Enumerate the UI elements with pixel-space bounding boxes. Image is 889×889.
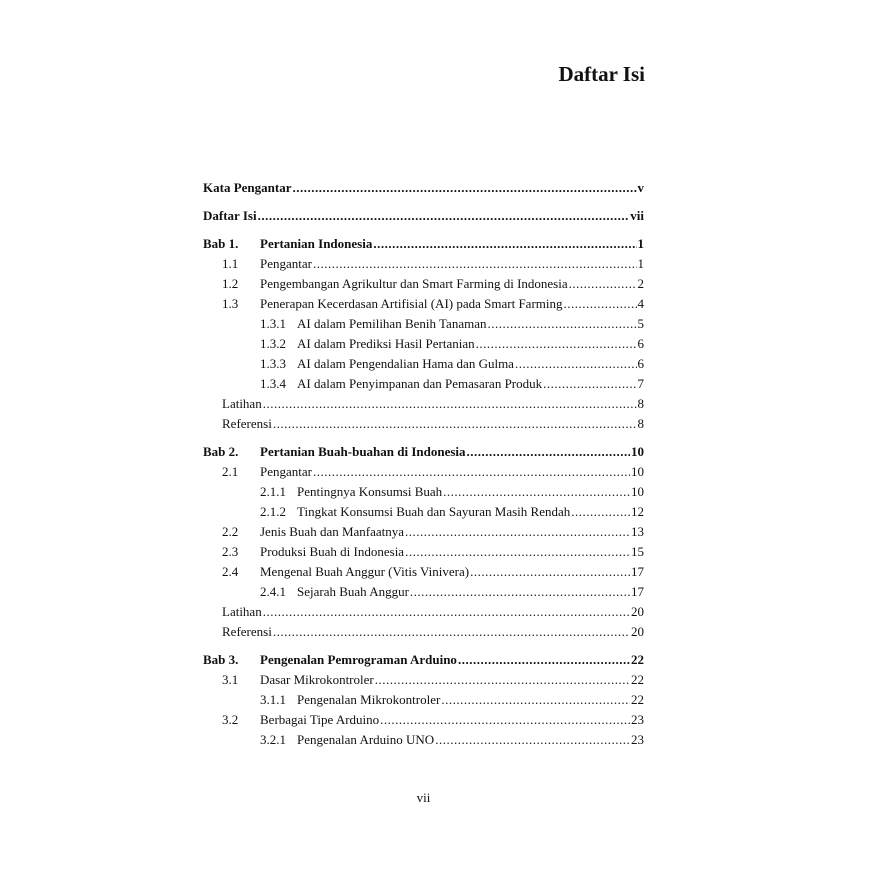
toc-dot-leader xyxy=(263,394,637,414)
toc-entry-page: 23 xyxy=(631,712,644,727)
toc-dot-leader xyxy=(564,294,637,314)
toc-entry-label: Dasar Mikrokontroler xyxy=(260,672,374,687)
toc-entry-section[interactable] xyxy=(203,462,644,482)
toc-gap xyxy=(203,198,644,206)
toc-entry-label: Referensi xyxy=(222,624,272,639)
toc-entry-number: 2.4 xyxy=(222,564,239,579)
toc-entry-page: 22 xyxy=(631,672,644,687)
toc-entry-label: AI dalam Pengendalian Hama dan Gulma xyxy=(297,356,514,371)
toc-entry-sub[interactable] xyxy=(203,314,644,334)
toc-entry-label: Daftar Isi xyxy=(203,208,257,223)
toc-entry-sub[interactable] xyxy=(203,354,644,374)
toc-dot-leader xyxy=(258,206,630,226)
toc-entry-page: 10 xyxy=(631,464,644,479)
toc-entry-label: Berbagai Tipe Arduino xyxy=(260,712,380,727)
toc-entry-label: Produksi Buah di Indonesia xyxy=(260,544,405,559)
toc-entry-number: Bab 1. xyxy=(203,236,239,251)
toc-entry-label: AI dalam Prediksi Hasil Pertanian xyxy=(297,336,475,351)
toc-entry-page: 4 xyxy=(637,296,644,311)
toc-dot-leader xyxy=(273,622,630,642)
toc-entry-page: 22 xyxy=(631,652,644,667)
toc-entry-misc[interactable] xyxy=(203,622,644,642)
toc-entry-page: 20 xyxy=(631,604,644,619)
toc-dot-leader xyxy=(470,562,630,582)
toc-entry-number: Bab 2. xyxy=(203,444,239,459)
toc-entry-page: 20 xyxy=(631,624,644,639)
toc-entry-page: 22 xyxy=(631,692,644,707)
toc-entry-page: 7 xyxy=(637,376,644,391)
toc-entry-label: Mengenal Buah Anggur (Vitis Vinivera) xyxy=(260,564,470,579)
toc-entry-number: 1.3.3 xyxy=(260,356,286,371)
toc-entry-page: 2 xyxy=(637,276,644,291)
toc-dot-leader xyxy=(476,334,637,354)
page-title: Daftar Isi xyxy=(558,62,645,86)
toc-entry-page: 1 xyxy=(637,236,644,251)
toc-entry-page: v xyxy=(637,180,644,195)
toc-dot-leader xyxy=(313,254,637,274)
toc-entry-number: 1.3 xyxy=(222,296,239,311)
toc-entry-page: vii xyxy=(630,208,644,223)
toc-entry-label: AI dalam Penyimpanan dan Pemasaran Produk xyxy=(297,376,543,391)
toc-entry-page: 23 xyxy=(631,732,644,747)
toc-entry-sub[interactable] xyxy=(203,334,644,354)
toc-entry-number: 3.1 xyxy=(222,672,239,687)
toc-gap xyxy=(203,434,644,442)
toc-entry-number: Bab 3. xyxy=(203,652,239,667)
toc-entry-label: Pertanian Indonesia xyxy=(260,236,373,251)
toc-gap xyxy=(203,226,644,234)
toc-entry-label: AI dalam Pemilihan Benih Tanaman xyxy=(297,316,487,331)
toc-entry-number: 2.3 xyxy=(222,544,239,559)
toc-entry-number: 1.3.4 xyxy=(260,376,286,391)
toc-dot-leader xyxy=(569,274,637,294)
toc-entry-number: 1.2 xyxy=(222,276,239,291)
toc-entry-number: 1.1 xyxy=(222,256,239,271)
toc-entry-sub[interactable] xyxy=(203,502,644,522)
toc-entry-chapter[interactable] xyxy=(203,442,644,462)
toc-dot-leader xyxy=(405,542,630,562)
toc-entry-number: 1.3.2 xyxy=(260,336,286,351)
toc-entry-number: 1.3.1 xyxy=(260,316,286,331)
toc-entry-sub[interactable] xyxy=(203,374,644,394)
toc-dot-leader xyxy=(543,374,636,394)
toc-entry-number: 2.1.2 xyxy=(260,504,286,519)
toc-entry-label: Latihan xyxy=(222,396,262,411)
toc-dot-leader xyxy=(515,354,637,374)
toc-entry-section[interactable] xyxy=(203,562,644,582)
toc-entry-page: 8 xyxy=(637,416,644,431)
toc-entry-top[interactable] xyxy=(203,178,644,198)
toc-entry-section[interactable] xyxy=(203,274,644,294)
toc-entry-sub[interactable] xyxy=(203,690,644,710)
toc-entry-sub[interactable] xyxy=(203,582,644,602)
toc-entry-label: Pentingnya Konsumsi Buah xyxy=(297,484,443,499)
table-of-contents xyxy=(203,178,644,750)
toc-entry-page: 1 xyxy=(637,256,644,271)
toc-entry-misc[interactable] xyxy=(203,602,644,622)
toc-entry-page: 17 xyxy=(631,564,644,579)
toc-entry-chapter[interactable] xyxy=(203,650,644,670)
toc-entry-label: Pengantar xyxy=(260,256,312,271)
toc-entry-sub[interactable] xyxy=(203,482,644,502)
toc-dot-leader xyxy=(380,710,630,730)
toc-entry-number: 3.2 xyxy=(222,712,239,727)
toc-entry-number: 2.4.1 xyxy=(260,584,286,599)
toc-entry-page: 5 xyxy=(637,316,644,331)
toc-entry-label: Pertanian Buah-buahan di Indonesia xyxy=(260,444,466,459)
toc-entry-sub[interactable] xyxy=(203,730,644,750)
toc-entry-label: Pengantar xyxy=(260,464,312,479)
toc-entry-section[interactable] xyxy=(203,710,644,730)
toc-entry-number: 2.1 xyxy=(222,464,239,479)
toc-entry-label: Kata Pengantar xyxy=(203,180,292,195)
toc-dot-leader xyxy=(487,314,636,334)
toc-entry-label: Jenis Buah dan Manfaatnya xyxy=(260,524,405,539)
page-number: vii xyxy=(416,790,431,805)
toc-dot-leader xyxy=(273,414,637,434)
toc-dot-leader xyxy=(458,650,630,670)
toc-entry-page: 12 xyxy=(631,504,644,519)
toc-entry-number: 3.1.1 xyxy=(260,692,286,707)
toc-dot-leader xyxy=(375,670,630,690)
toc-dot-leader xyxy=(410,582,630,602)
toc-entry-section[interactable] xyxy=(203,542,644,562)
toc-entry-section[interactable] xyxy=(203,254,644,274)
toc-dot-leader xyxy=(405,522,630,542)
toc-entry-label: Latihan xyxy=(222,604,262,619)
toc-dot-leader xyxy=(441,690,630,710)
toc-entry-label: Pengenalan Pemrograman Arduino xyxy=(260,652,457,667)
toc-entry-number: 2.1.1 xyxy=(260,484,286,499)
toc-entry-section[interactable] xyxy=(203,522,644,542)
toc-entry-number: 2.2 xyxy=(222,524,239,539)
toc-entry-page: 6 xyxy=(637,336,644,351)
toc-dot-leader xyxy=(373,234,636,254)
toc-entry-label: Pengenalan Mikrokontroler xyxy=(297,692,441,707)
toc-dot-leader xyxy=(443,482,630,502)
toc-dot-leader xyxy=(313,462,630,482)
toc-entry-page: 6 xyxy=(637,356,644,371)
toc-dot-leader xyxy=(435,730,630,750)
toc-entry-section[interactable] xyxy=(203,670,644,690)
toc-entry-page: 8 xyxy=(637,396,644,411)
toc-entry-label: Pengembangan Agrikultur dan Smart Farming di Indonesia xyxy=(260,276,568,291)
toc-dot-leader xyxy=(467,442,630,462)
toc-entry-page: 10 xyxy=(631,484,644,499)
toc-entry-top[interactable] xyxy=(203,206,644,226)
toc-dot-leader xyxy=(292,178,636,198)
toc-entry-chapter[interactable] xyxy=(203,234,644,254)
toc-entry-number: 3.2.1 xyxy=(260,732,286,747)
toc-entry-page: 17 xyxy=(631,584,644,599)
toc-entry-misc[interactable] xyxy=(203,414,644,434)
toc-entry-page: 10 xyxy=(631,444,644,459)
toc-entry-label: Tingkat Konsumsi Buah dan Sayuran Masih Rendah xyxy=(297,504,571,519)
toc-entry-misc[interactable] xyxy=(203,394,644,414)
toc-entry-section[interactable] xyxy=(203,294,644,314)
toc-dot-leader xyxy=(263,602,630,622)
toc-gap xyxy=(203,642,644,650)
toc-entry-label: Sejarah Buah Anggur xyxy=(297,584,409,599)
toc-dot-leader xyxy=(571,502,630,522)
toc-entry-page: 13 xyxy=(631,524,644,539)
toc-entry-page: 15 xyxy=(631,544,644,559)
toc-entry-label: Penerapan Kecerdasan Artifisial (AI) pada Smart Farming xyxy=(260,296,563,311)
toc-entry-label: Pengenalan Arduino UNO xyxy=(297,732,435,747)
toc-entry-label: Referensi xyxy=(222,416,272,431)
